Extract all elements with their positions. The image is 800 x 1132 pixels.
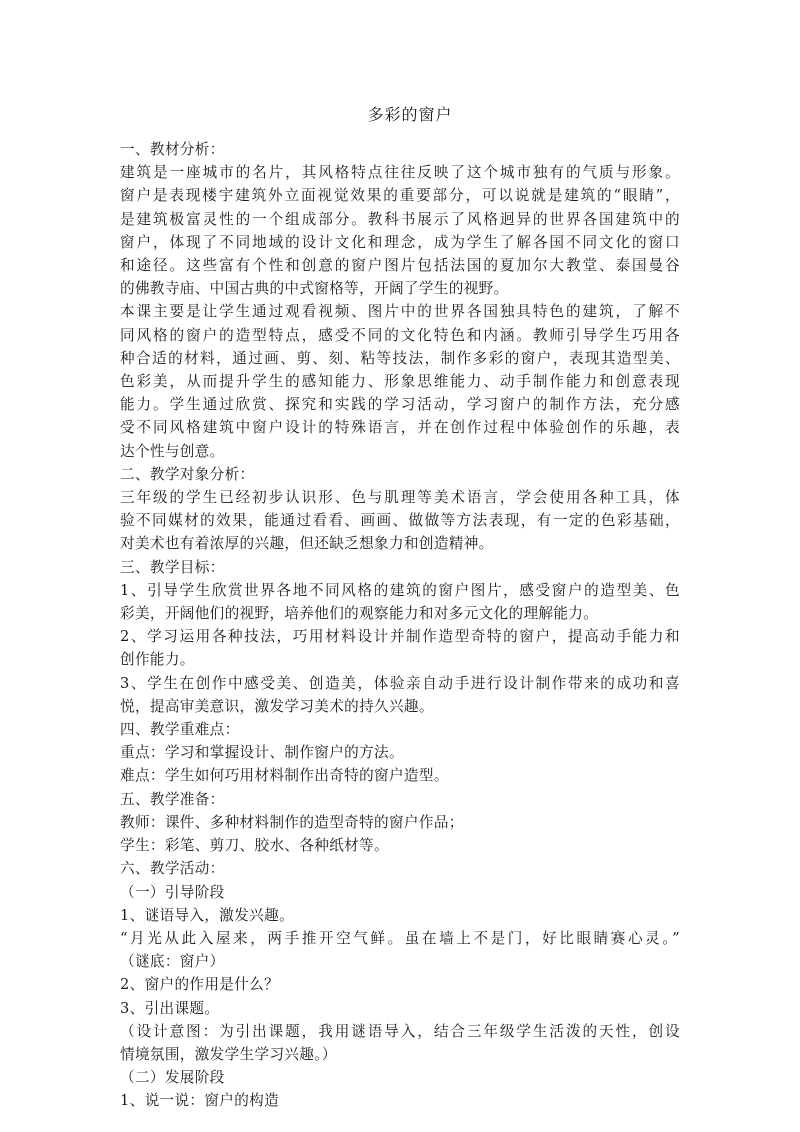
text-line: 1、谜语导入，激发兴趣。 xyxy=(120,906,295,924)
text-line: 六、教学活动： xyxy=(120,860,225,878)
text-line: 2、窗户的作用是什么？ xyxy=(120,976,280,994)
text-line: 三、教学目标： xyxy=(120,558,225,576)
text-line: “月光从此入屋来，两手推开空气鲜。虽在墙上不是门，好比眼睛赛心灵。” xyxy=(120,929,680,947)
text-line: 重点：学习和掌握设计、制作窗户的方法。 xyxy=(120,744,404,762)
text-line: 窗户是表现楼宇建筑外立面视觉效果的重要部分，可以说就是建筑的“眼睛”， xyxy=(120,187,680,205)
text-line: 3、引出课题。 xyxy=(120,999,220,1017)
text-line: 学生：彩笔、剪刀、胶水、各种纸材等。 xyxy=(120,837,389,855)
text-line: 一、教材分析： xyxy=(120,141,225,158)
text-line: 悦，提高审美意识，激发学习美术的持久兴趣。 xyxy=(120,697,434,715)
text-line: 2、学习运用各种技法，巧用材料设计并制作造型奇特的窗户，提高动手能力和 xyxy=(120,628,680,646)
text-line: 创作能力。 xyxy=(120,651,195,669)
text-line: （谜底：窗户） xyxy=(120,953,225,971)
text-line: 教师：课件、多种材料制作的造型奇特的窗户作品； xyxy=(120,813,464,831)
text-line: 能力。学生通过欣赏、探究和实践的学习活动，学习窗户的制作方法，充分感 xyxy=(120,396,680,414)
text-line: 窗户，体现了不同地域的设计文化和理念，成为学生了解各国不同文化的窗口 xyxy=(120,233,680,251)
text-line: 1、说一说：窗户的构造 xyxy=(120,1092,280,1110)
text-line: 对美术也有着浓厚的兴趣，但还缺乏想象力和创造精神。 xyxy=(120,535,494,553)
text-line: 1、引导学生欣赏世界各地不同风格的建筑的窗户图片，感受窗户的造型美、色 xyxy=(120,581,680,599)
text-line: 情境氛围，激发学生学习兴趣。） xyxy=(120,1045,337,1063)
text-line: 种合适的材料，通过画、剪、刻、粘等技法，制作多彩的窗户，表现其造型美、 xyxy=(120,349,680,367)
document-title: 多彩的窗户 xyxy=(367,105,453,124)
text-line: （设计意图：为引出课题，我用谜语导入，结合三年级学生活泼的天性，创设 xyxy=(120,1022,680,1040)
text-line: （一）引导阶段 xyxy=(120,883,225,901)
text-line: 受不同风格建筑中窗户设计的特殊语言，并在创作过程中体验创作的乐趣，表 xyxy=(120,419,680,437)
text-line: 彩美，开阔他们的视野，培养他们的观察能力和对多元文化的理解能力。 xyxy=(120,605,599,623)
text-line: （二）发展阶段 xyxy=(120,1069,225,1087)
document-page xyxy=(120,104,680,1113)
text-line: 色彩美，从而提升学生的感知能力、形象思维能力、动手制作能力和创意表现 xyxy=(120,373,680,391)
text-line: 的佛教寺庙、中国古典的中式窗格等，开阔了学生的视野。 xyxy=(120,280,509,298)
text-line: 三年级的学生已经初步认识形、色与肌理等美术语言，学会使用各种工具，体 xyxy=(120,489,680,507)
text-line: 五、教学准备： xyxy=(120,790,225,808)
text-line: 同风格的窗户的造型特点，感受不同的文化特色和内涵。教师引导学生巧用各 xyxy=(120,326,680,344)
text-line: 二、教学对象分析： xyxy=(120,465,255,483)
text-line: 难点：学生如何巧用材料制作出奇特的窗户造型。 xyxy=(120,767,449,785)
text-line: 建筑是一座城市的名片，其风格特点往往反映了这个城市独有的气质与形象。 xyxy=(120,164,680,182)
text-line: 和途径。这些富有个性和创意的窗户图片包括法国的夏加尔大教堂、泰国曼谷 xyxy=(120,257,680,275)
document-body xyxy=(120,138,680,1113)
text-line: 3、学生在创作中感受美、创造美，体验亲自动手进行设计制作带来的成功和喜 xyxy=(120,674,680,692)
text-line: 验不同媒材的效果，能通过看看、画画、做做等方法表现，有一定的色彩基础， xyxy=(120,512,680,530)
text-line: 是建筑极富灵性的一个组成部分。教科书展示了风格迥异的世界各国建筑中的 xyxy=(120,210,680,228)
text-line: 四、教学重难点： xyxy=(120,721,240,739)
text-line: 达个性与创意。 xyxy=(120,442,225,460)
text-line: 本课主要是让学生通过观看视频、图片中的世界各国独具特色的建筑，了解不 xyxy=(120,303,680,321)
